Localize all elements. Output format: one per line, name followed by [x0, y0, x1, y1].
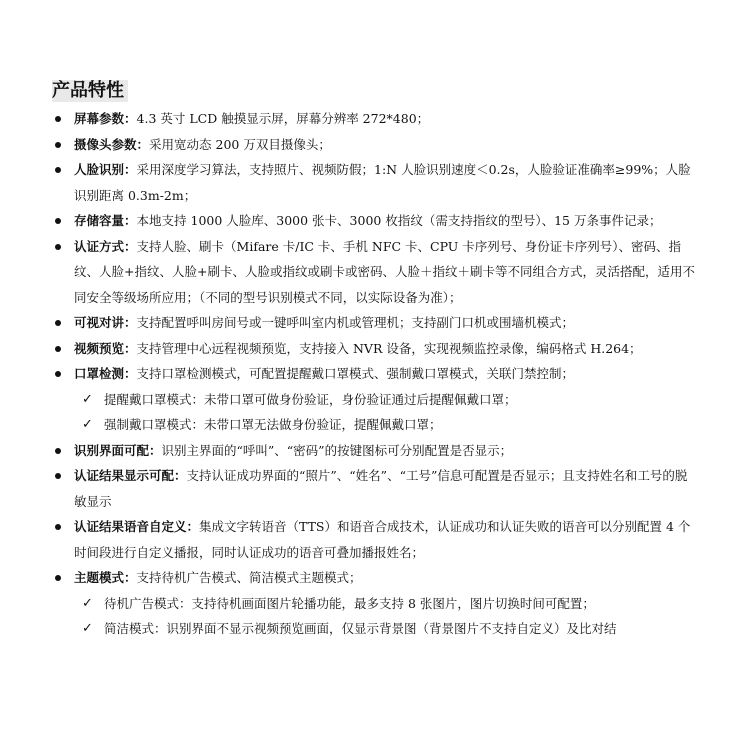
feature-label: 可视对讲： — [74, 315, 137, 330]
feature-text: 支持待机广告模式、简洁模式主题模式； — [136, 570, 362, 585]
bullet-dot-icon — [55, 167, 61, 173]
feature-item — [52, 463, 698, 514]
bullet-dot-icon — [55, 320, 61, 326]
feature-text: 支持口罩检测模式，可配置提醒戴口罩模式、强制戴口罩模式，关联门禁控制； — [136, 366, 575, 381]
feature-text: 支持人脸、刷卡（Mifare 卡/IC 卡、手机 NFC 卡、CPU 卡序列号、身份证卡序列号）、密码、指纹、人脸+指纹、人脸+刷卡、人脸或指纹或刷卡或密码、人脸＋指纹＋刷卡等不同组合方式，灵活搭配，适用不同安全等级场所应用；（不同的型号识别模式不同，以实际设备为准）； — [74, 238, 695, 305]
sub-item-text: 简洁模式：识别界面不显示视频预览画面，仅显示背景图（背景图片不支持自定义）及比对结 — [104, 621, 617, 636]
feature-item — [52, 208, 698, 234]
mask-submode-list — [52, 387, 698, 438]
sub-item-text: 强制戴口罩模式：未带口罩无法做身份验证，提醒佩戴口罩； — [104, 417, 442, 432]
feature-list — [52, 106, 698, 387]
bullet-dot-icon — [55, 218, 61, 224]
sub-item-text: 提醒戴口罩模式：未带口罩可做身份验证，身份验证通过后提醒佩戴口罩； — [104, 391, 517, 407]
feature-label: 屏幕参数： — [74, 111, 137, 126]
feature-label: 存储容量： — [74, 213, 137, 228]
sub-item-text: 待机广告模式：支持待机画面图片轮播功能，最多支持 8 张图片，图片切换时间可配置； — [104, 595, 595, 611]
bullet-dot-icon — [55, 142, 61, 148]
bullet-dot-icon — [55, 473, 61, 479]
feature-item — [52, 438, 698, 464]
feature-text: 4.3 英寸 LCD 触摸显示屏，屏幕分辨率 272*480； — [136, 111, 430, 126]
feature-text: 本地支持 1000 人脸库、3000 张卡、3000 枚指纹（需支持指纹的型号）、15 万条事件记录； — [136, 213, 662, 228]
feature-label: 视频预览： — [74, 340, 137, 356]
feature-text: 识别主界面的“呼叫”、“密码”的按键图标可分别配置是否显示； — [161, 442, 513, 458]
feature-item — [52, 361, 698, 387]
feature-item — [52, 310, 698, 336]
feature-label: 识别界面可配： — [74, 442, 162, 458]
feature-item — [52, 157, 698, 208]
feature-label: 人脸识别： — [74, 162, 137, 177]
feature-text: 支持配置呼叫房间号或一键呼叫室内机或管理机；支持副门口机或围墙机模式； — [136, 315, 575, 330]
feature-item — [52, 106, 698, 132]
sub-item — [52, 591, 698, 617]
bullet-dot-icon — [55, 524, 61, 530]
feature-label: 认证结果显示可配： — [74, 468, 187, 483]
check-mark-icon: ✓ — [82, 595, 93, 611]
feature-text: 采用深度学习算法，支持照片、视频防假；1:N 人脸识别速度＜0.2s，人脸验证准确率≥99%；人脸识别距离 0.3m-2m； — [74, 162, 691, 203]
feature-text: 采用宽动态 200 万双目摄像头； — [149, 136, 331, 152]
check-mark-icon: ✓ — [82, 391, 93, 407]
feature-item — [52, 132, 698, 158]
feature-text: 支持认证成功界面的“照片”、“姓名”、“工号”信息可配置是否显示；且支持姓名和工号的脱敏显示 — [74, 468, 688, 509]
bullet-dot-icon — [55, 448, 61, 454]
feature-label: 摄像头参数： — [74, 136, 150, 152]
sub-item — [52, 412, 698, 438]
bullet-dot-icon — [55, 575, 61, 581]
bullet-dot-icon — [55, 116, 61, 122]
feature-item — [52, 234, 698, 311]
feature-label: 主题模式： — [74, 570, 137, 585]
feature-text: 支持管理中心远程视频预览，支持接入 NVR 设备，实现视频监控录像，编码格式 H.264； — [136, 340, 642, 356]
bullet-dot-icon — [55, 371, 61, 377]
feature-item — [52, 336, 698, 362]
feature-text: 集成文字转语音（TTS）和语音合成技术，认证成功和认证失败的语音可以分别配置 4 个时间段进行自定义播报，同时认证成功的语音可叠加播报姓名； — [74, 519, 691, 560]
check-mark-icon: ✓ — [82, 621, 93, 636]
theme-submode-list — [52, 591, 698, 642]
section-title: 产品特性 — [52, 80, 128, 102]
sub-item — [52, 387, 698, 413]
feature-item — [52, 514, 698, 565]
feature-label: 认证方式： — [74, 238, 137, 254]
bullet-dot-icon — [55, 346, 61, 352]
feature-label: 认证结果语音自定义： — [74, 519, 200, 534]
feature-item — [52, 565, 698, 591]
check-mark-icon: ✓ — [82, 417, 93, 432]
bullet-dot-icon — [55, 244, 61, 250]
sub-item — [52, 616, 698, 642]
feature-label: 口罩检测： — [74, 366, 137, 381]
feature-list-continued — [52, 438, 698, 591]
